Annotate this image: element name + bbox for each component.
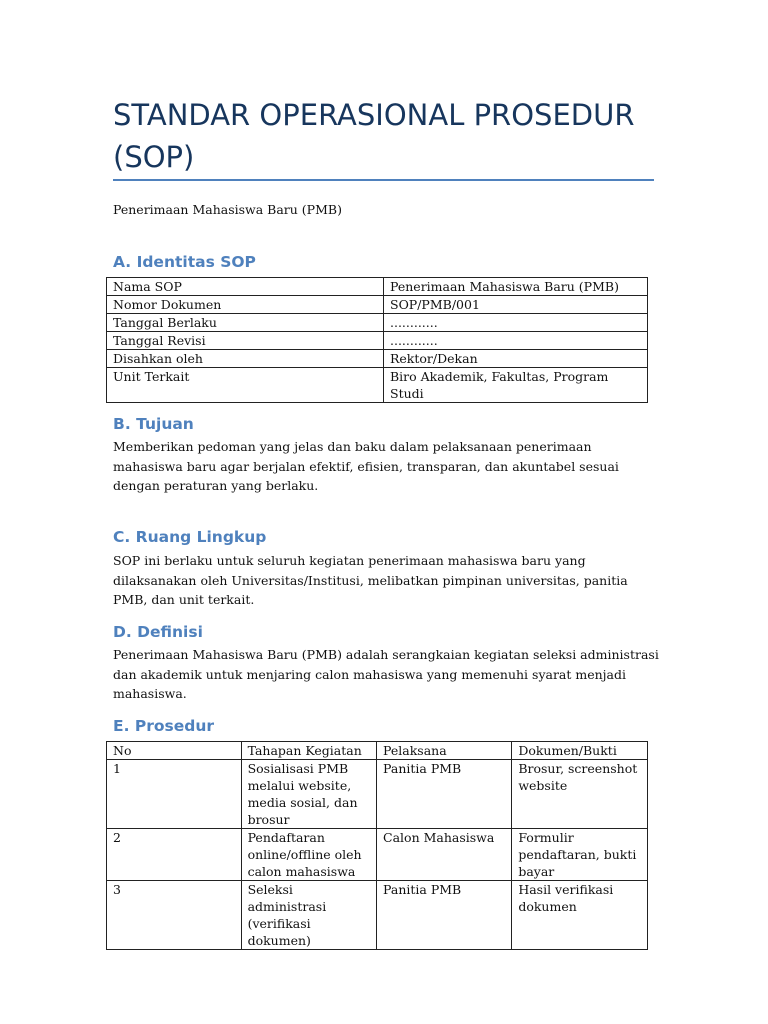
table-row: [107, 296, 648, 314]
column-header-pelaksana: Pelaksana: [377, 742, 512, 760]
table-cell-key: Nomor Dokumen: [107, 296, 384, 314]
table-row: [107, 278, 648, 296]
ruang-lingkup-paragraph: SOP ini berlaku untuk seluruh kegiatan penerimaan mahasiswa baru yang dilaksanakan oleh Universitas/Institusi, melibatkan pimpinan universitas, panitia PMB, dan unit terkait.: [113, 553, 628, 607]
table-cell-key: Unit Terkait: [107, 368, 384, 403]
table-cell-key: Disahkan oleh: [107, 350, 384, 368]
table-row: [107, 881, 648, 950]
table-cell-key: Tanggal Berlaku: [107, 314, 384, 332]
table-cell: Panitia PMB: [377, 881, 512, 950]
section-heading-ruang-lingkup: C. Ruang Lingkup: [113, 528, 267, 546]
column-header-dokumen: Dokumen/Bukti: [512, 742, 648, 760]
document-subtitle: Penerimaan Mahasiswa Baru (PMB): [113, 202, 342, 217]
table-cell-key: Tanggal Revisi: [107, 332, 384, 350]
table-cell-value: SOP/PMB/001: [384, 296, 648, 314]
table-cell: Calon Mahasiswa: [377, 829, 512, 881]
title-divider: [113, 179, 654, 181]
prosedur-table: [106, 741, 648, 950]
table-cell: Brosur, screenshot website: [512, 760, 648, 829]
table-cell: Hasil verifikasi dokumen: [512, 881, 648, 950]
table-row: [107, 829, 648, 881]
section-heading-prosedur: E. Prosedur: [113, 717, 215, 735]
document-title: STANDAR OPERASIONAL PROSEDUR (SOP): [113, 98, 635, 174]
table-cell-value: ............: [384, 332, 648, 350]
table-row: [107, 350, 648, 368]
table-cell-value: Biro Akademik, Fakultas, Program Studi: [384, 368, 648, 403]
table-row: [107, 314, 648, 332]
table-cell: Panitia PMB: [377, 760, 512, 829]
table-cell: Formulir pendaftaran, bukti bayar: [512, 829, 648, 881]
table-cell: 2: [107, 829, 242, 881]
table-cell-value: Rektor/Dekan: [384, 350, 648, 368]
identitas-table: [106, 277, 648, 403]
tujuan-paragraph: Memberikan pedoman yang jelas dan baku dalam pelaksanaan penerimaan mahasiswa baru agar berjalan efektif, efisien, transparan, dan akuntabel sesuai dengan peraturan yang berlaku.: [113, 439, 619, 493]
table-cell: Sosialisasi PMB melalui website, media sosial, dan brosur: [241, 760, 376, 829]
section-heading-tujuan: B. Tujuan: [113, 415, 194, 433]
section-heading-identitas: A. Identitas SOP: [113, 253, 256, 271]
table-row: [107, 332, 648, 350]
table-cell: Pendaftaran online/offline oleh calon mahasiswa: [241, 829, 376, 881]
table-cell: Seleksi administrasi (verifikasi dokumen): [241, 881, 376, 950]
table-row: [107, 760, 648, 829]
table-header-row: [107, 742, 648, 760]
definisi-paragraph: Penerimaan Mahasiswa Baru (PMB) adalah serangkaian kegiatan seleksi administrasi dan akademik untuk menjaring calon mahasiswa yang memenuhi syarat menjadi mahasiswa.: [113, 647, 659, 701]
table-cell: 3: [107, 881, 242, 950]
table-cell-value: Penerimaan Mahasiswa Baru (PMB): [384, 278, 648, 296]
column-header-no: No: [107, 742, 242, 760]
table-cell-value: ............: [384, 314, 648, 332]
column-header-tahapan: Tahapan Kegiatan: [241, 742, 376, 760]
table-cell: 1: [107, 760, 242, 829]
table-row: [107, 368, 648, 403]
table-cell-key: Nama SOP: [107, 278, 384, 296]
section-heading-definisi: D. Definisi: [113, 623, 203, 641]
